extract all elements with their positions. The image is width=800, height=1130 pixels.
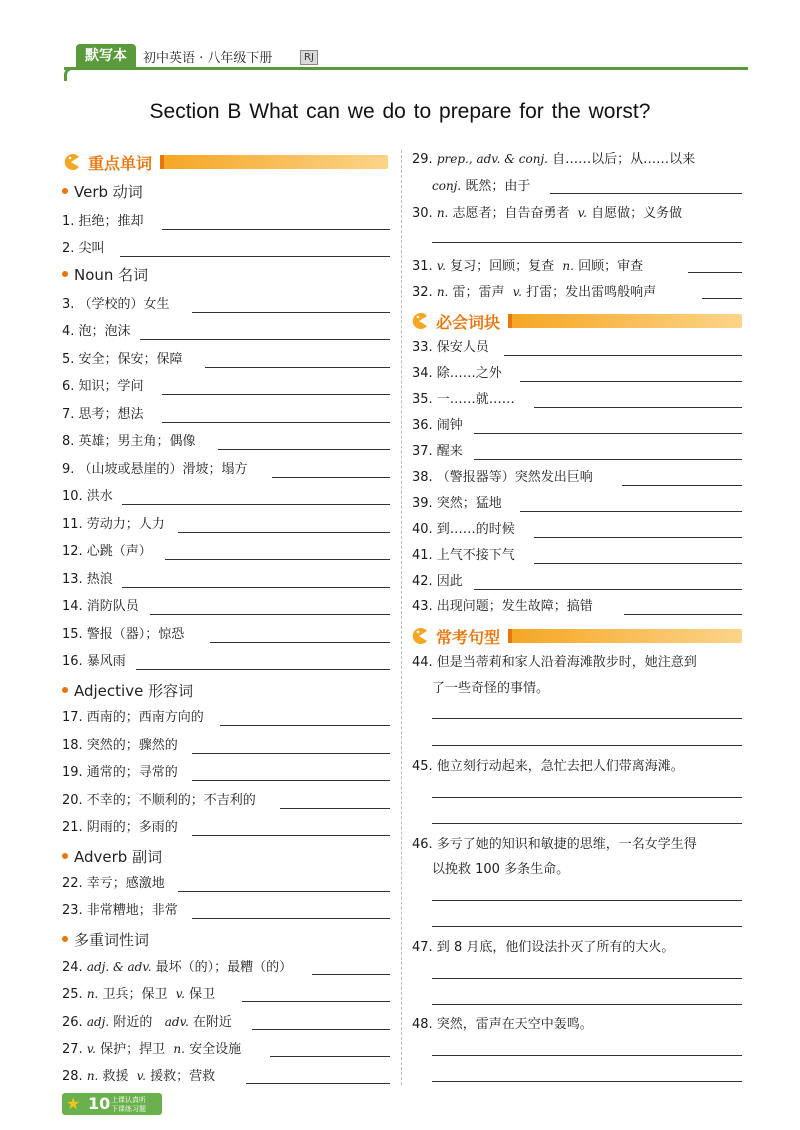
item-3: 3. （学校的）女生 — [62, 297, 170, 312]
banner-bar — [508, 314, 742, 328]
section-title: 必会词块 — [436, 312, 501, 332]
item-46-line2: 以挽救 100 多条生命。 — [432, 862, 570, 877]
blank-42[interactable] — [474, 589, 742, 590]
item-29-line2: conj. 既然；由于 — [432, 179, 531, 194]
blank-45a[interactable] — [432, 797, 742, 798]
item-28: 28. n. 救援 v. 援救；营救 — [62, 1069, 216, 1084]
item-32: 32. n. 雷；雷声 v. 打雷；发出雷鸣般响声 — [412, 285, 657, 300]
item-29: 29. prep., adv. & conj. 自……以后；从……以来 — [412, 152, 696, 167]
book-badge: 默写本 — [76, 44, 136, 68]
section-title: 常考句型 — [436, 627, 501, 647]
blank-38[interactable] — [622, 485, 742, 486]
item-9: 9. （山坡或悬崖的）滑坡；塌方 — [62, 462, 248, 477]
footer-slogan: 上课认真听 下课练习题 — [111, 1096, 146, 1113]
item-20: 20. 不幸的；不顺利的；不吉利的 — [62, 793, 256, 808]
item-38: 38. （警报器等）突然发出巨响 — [412, 470, 593, 485]
blank-47a[interactable] — [432, 978, 742, 979]
item-8: 8. 英雄；男主角；偶像 — [62, 434, 196, 449]
blank-16[interactable] — [136, 669, 390, 670]
blank-46b[interactable] — [432, 926, 742, 927]
blank-5[interactable] — [205, 367, 390, 368]
item-33: 33. 保安人员 — [412, 340, 489, 355]
blank-30[interactable] — [432, 242, 742, 243]
blank-37[interactable] — [474, 459, 742, 460]
blank-24[interactable] — [312, 974, 390, 975]
blank-12[interactable] — [165, 559, 390, 560]
blank-25[interactable] — [242, 1001, 390, 1002]
blank-27[interactable] — [270, 1056, 390, 1057]
subhead-adjective: Adjective 形容词 — [62, 680, 193, 701]
item-4: 4. 泡；泡沫 — [62, 324, 131, 339]
item-47: 47. 到 8 月底，他们设法扑灭了所有的大火。 — [412, 940, 675, 955]
item-2: 2. 尖叫 — [62, 241, 105, 256]
header-rule — [64, 67, 748, 70]
blank-1[interactable] — [162, 229, 390, 230]
blank-4[interactable] — [140, 339, 390, 340]
blank-14[interactable] — [150, 614, 390, 615]
item-13: 13. 热浪 — [62, 572, 113, 587]
item-39: 39. 突然；猛地 — [412, 496, 502, 511]
blank-36[interactable] — [474, 433, 742, 434]
blank-8[interactable] — [218, 449, 390, 450]
subhead-multi: 多重词性词 — [62, 929, 149, 950]
blank-2[interactable] — [120, 256, 390, 257]
blank-7[interactable] — [162, 422, 390, 423]
item-34: 34. 除……之外 — [412, 366, 502, 381]
blank-20[interactable] — [280, 808, 390, 809]
page-title: Section B What can we do to prepare for the worst? — [149, 100, 651, 123]
item-14: 14. 消防队员 — [62, 599, 139, 614]
item-41: 41. 上气不接下气 — [412, 548, 515, 563]
blank-9[interactable] — [272, 477, 390, 478]
blank-22[interactable] — [178, 891, 390, 892]
section-banner-sentences — [410, 626, 742, 646]
blank-13[interactable] — [122, 587, 390, 588]
item-30: 30. n. 志愿者；自告奋勇者 v. 自愿做；义务做 — [412, 206, 683, 221]
item-37: 37. 醒来 — [412, 444, 463, 459]
item-31: 31. v. 复习；回顾；复查 n. 回顾；审查 — [412, 259, 644, 274]
subhead-adverb: Adverb 副词 — [62, 846, 162, 867]
item-10: 10. 洪水 — [62, 489, 113, 504]
blank-44b[interactable] — [432, 745, 742, 746]
pacman-icon — [62, 153, 80, 171]
banner-bar — [508, 629, 742, 643]
item-46: 46. 多亏了她的知识和敏捷的思维，一名女学生得 — [412, 837, 697, 852]
item-6: 6. 知识；学问 — [62, 379, 144, 394]
item-23: 23. 非常糟地；非常 — [62, 903, 178, 918]
item-18: 18. 突然的；骤然的 — [62, 738, 178, 753]
blank-28[interactable] — [246, 1083, 390, 1084]
page-number: 10 — [88, 1094, 111, 1113]
blank-19[interactable] — [192, 780, 390, 781]
blank-44a[interactable] — [432, 718, 742, 719]
blank-3[interactable] — [192, 312, 390, 313]
blank-39[interactable] — [520, 511, 742, 512]
blank-35[interactable] — [534, 407, 742, 408]
blank-21[interactable] — [192, 835, 390, 836]
item-1: 1. 拒绝；推却 — [62, 214, 144, 229]
item-43: 43. 出现问题；发生故障；搞错 — [412, 599, 593, 614]
blank-31[interactable] — [688, 272, 742, 273]
pacman-icon — [410, 627, 428, 645]
item-48: 48. 突然，雷声在天空中轰鸣。 — [412, 1017, 593, 1032]
section-title: 重点单词 — [88, 153, 153, 173]
item-11: 11. 劳动力；人力 — [62, 517, 165, 532]
item-22: 22. 幸亏；感激地 — [62, 876, 165, 891]
blank-26[interactable] — [252, 1029, 390, 1030]
item-16: 16. 暴风雨 — [62, 654, 126, 669]
item-5: 5. 安全；保安；保障 — [62, 352, 183, 367]
item-17: 17. 西南的；西南方向的 — [62, 710, 204, 725]
blank-47b[interactable] — [432, 1004, 742, 1005]
pacman-icon — [410, 312, 428, 330]
blank-40[interactable] — [534, 537, 742, 538]
item-44: 44. 但是当蒂莉和家人沿着海滩散步时，她注意到 — [412, 655, 697, 670]
column-divider — [401, 150, 402, 1085]
item-35: 35. 一……就…… — [412, 392, 515, 407]
star-icon: ★ — [66, 1094, 81, 1113]
blank-6[interactable] — [162, 394, 390, 395]
edition-tag: RJ — [300, 50, 318, 65]
banner-bar — [160, 155, 388, 169]
item-12: 12. 心跳（声） — [62, 544, 152, 559]
blank-17[interactable] — [220, 725, 390, 726]
item-15: 15. 警报（器）；惊恐 — [62, 627, 185, 642]
blank-34[interactable] — [520, 381, 742, 382]
item-19: 19. 通常的；寻常的 — [62, 765, 178, 780]
item-40: 40. 到……的时候 — [412, 522, 515, 537]
item-21: 21. 阴雨的；多雨的 — [62, 820, 178, 835]
blank-43[interactable] — [624, 614, 742, 615]
section-banner-words — [62, 152, 388, 172]
header-hook — [64, 67, 78, 81]
blank-23[interactable] — [192, 918, 390, 919]
blank-41[interactable] — [534, 563, 742, 564]
blank-15[interactable] — [210, 642, 390, 643]
blank-18[interactable] — [192, 753, 390, 754]
book-title: 初中英语 · 八年级下册 — [143, 51, 273, 66]
subhead-noun: Noun 名词 — [62, 264, 148, 285]
item-25: 25. n. 卫兵；保卫 v. 保卫 — [62, 987, 216, 1002]
blank-29[interactable] — [550, 193, 742, 194]
blank-45b[interactable] — [432, 823, 742, 824]
item-44-line2: 了一些奇怪的事情。 — [432, 681, 550, 696]
item-36: 36. 闹钟 — [412, 418, 463, 433]
blank-32[interactable] — [702, 298, 742, 299]
subhead-verb: Verb 动词 — [62, 181, 143, 202]
item-27: 27. v. 保护；捍卫 n. 安全设施 — [62, 1042, 242, 1057]
blank-10[interactable] — [122, 504, 390, 505]
blank-11[interactable] — [178, 532, 390, 533]
blank-46a[interactable] — [432, 900, 742, 901]
blank-48a[interactable] — [432, 1055, 742, 1056]
item-7: 7. 思考；想法 — [62, 407, 144, 422]
item-42: 42. 因此 — [412, 574, 463, 589]
section-banner-phrases — [410, 311, 742, 331]
item-24: 24. adj. & adv. 最坏（的）；最糟（的） — [62, 960, 293, 975]
blank-33[interactable] — [504, 355, 742, 356]
item-26: 26. adj. 附近的 adv. 在附近 — [62, 1015, 232, 1030]
item-45: 45. 他立刻行动起来，急忙去把人们带离海滩。 — [412, 759, 684, 774]
blank-48b[interactable] — [432, 1081, 742, 1082]
